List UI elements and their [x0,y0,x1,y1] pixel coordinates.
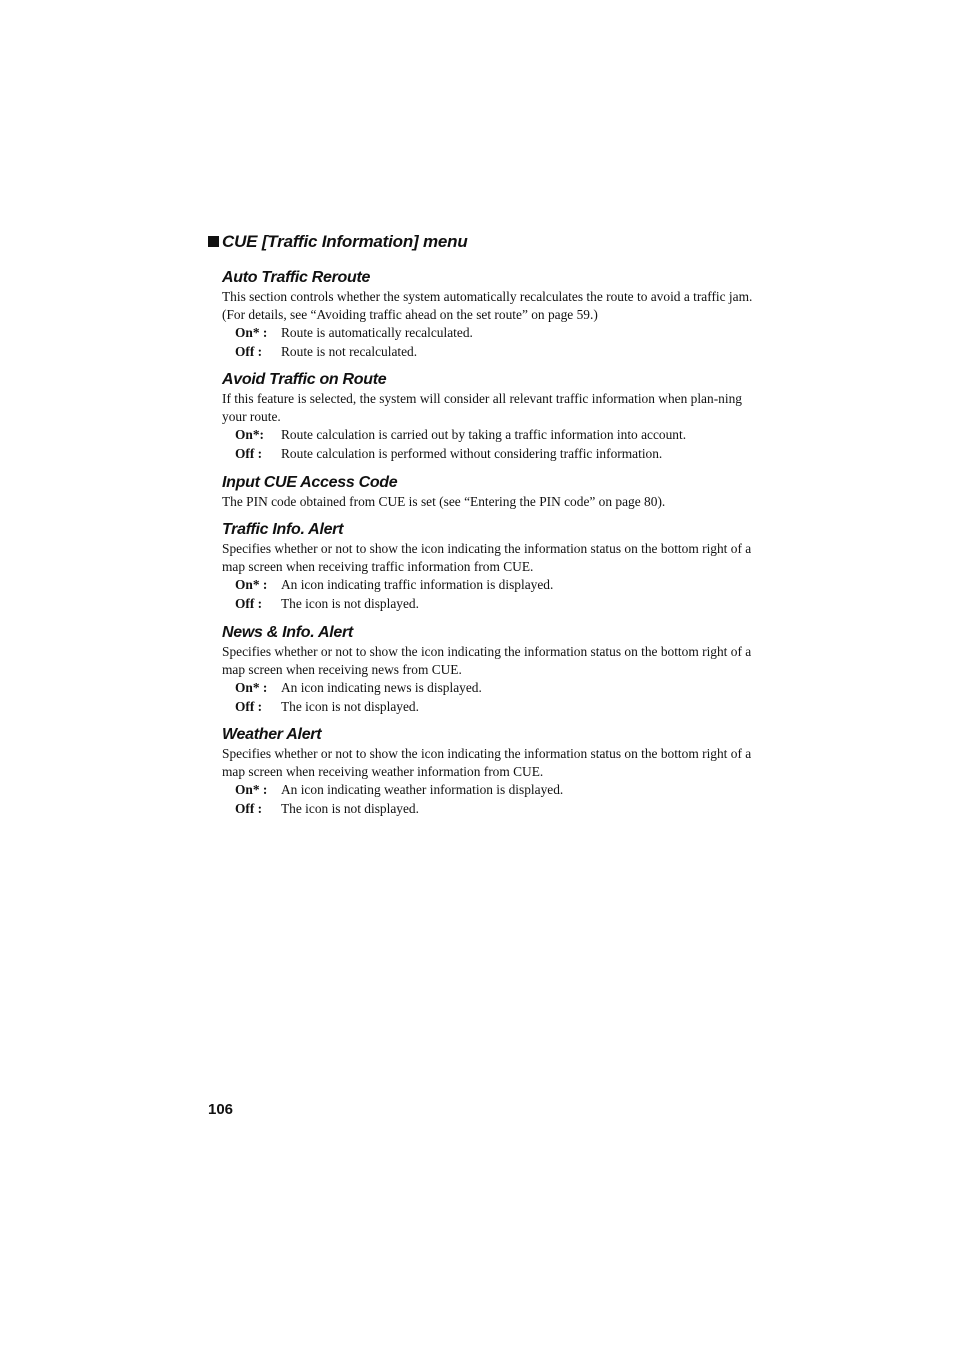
option-row [235,780,762,799]
setting-auto-traffic-reroute [222,268,762,361]
setting-description: Specifies whether or not to show the icon indicating the information status on the bottom right of a map screen when receiving traffic information from CUE. [222,541,752,574]
page-number: 106 [208,1101,234,1118]
setting-weather-alert [222,725,762,818]
section-heading-text: CUE [Traffic Information] menu [222,232,468,251]
option-value: An icon indicating traffic information is displayed. [281,577,554,592]
option-value: Route is not recalculated. [281,344,418,359]
setting-description: This section controls whether the system automatically recalculates the route to avoid a traffic jam. (For details, see “Avoiding traffic ahead on the set route” on page 59.) [222,289,753,322]
setting-avoid-traffic-on-route [222,370,762,463]
setting-title: News & Info. Alert [222,624,353,641]
option-key: On* : [235,577,268,592]
option-row [235,594,762,613]
option-key: Off : [235,596,263,611]
option-key: Off : [235,344,263,359]
option-row [235,697,762,716]
option-value: Route is automatically recalculated. [281,325,473,340]
setting-news-info-alert [222,623,762,716]
setting-description: Specifies whether or not to show the icon indicating the information status on the bottom right of a map screen when receiving news from CUE. [222,644,752,677]
option-key: On* : [235,325,268,340]
setting-description: If this feature is selected, the system will consider all relevant traffic information when plan-ning your route. [222,391,742,424]
option-key: On*: [235,427,265,442]
option-key: Off : [235,446,263,461]
option-row [235,678,762,697]
option-row [235,799,762,818]
section-heading [208,232,468,252]
setting-title: Input CUE Access Code [222,474,398,491]
option-key: On* : [235,782,268,797]
setting-description: Specifies whether or not to show the icon indicating the information status on the bottom right of a map screen when receiving weather information from CUE. [222,746,752,779]
setting-traffic-info-alert [222,520,762,613]
option-value: Route calculation is carried out by taking a traffic information into account. [281,427,687,442]
option-value: An icon indicating news is displayed. [281,680,482,695]
setting-input-cue-access-code [222,473,762,511]
setting-title: Avoid Traffic on Route [222,371,387,388]
option-value: The icon is not displayed. [281,596,419,611]
option-key: Off : [235,699,263,714]
setting-description: The PIN code obtained from CUE is set (see “Entering the PIN code” on page 80). [222,494,666,509]
option-row [235,575,762,594]
option-row [235,342,762,361]
option-value: The icon is not displayed. [281,699,419,714]
setting-title: Weather Alert [222,726,322,743]
setting-title: Traffic Info. Alert [222,521,344,538]
option-value: Route calculation is performed without considering traffic information. [281,446,663,461]
square-bullet-icon [208,236,219,247]
option-row [235,444,762,463]
option-key: On* : [235,680,268,695]
setting-title: Auto Traffic Reroute [222,269,371,286]
option-key: Off : [235,801,263,816]
option-value: An icon indicating weather information is displayed. [281,782,564,797]
option-value: The icon is not displayed. [281,801,419,816]
option-row [235,425,762,444]
option-row [235,323,762,342]
